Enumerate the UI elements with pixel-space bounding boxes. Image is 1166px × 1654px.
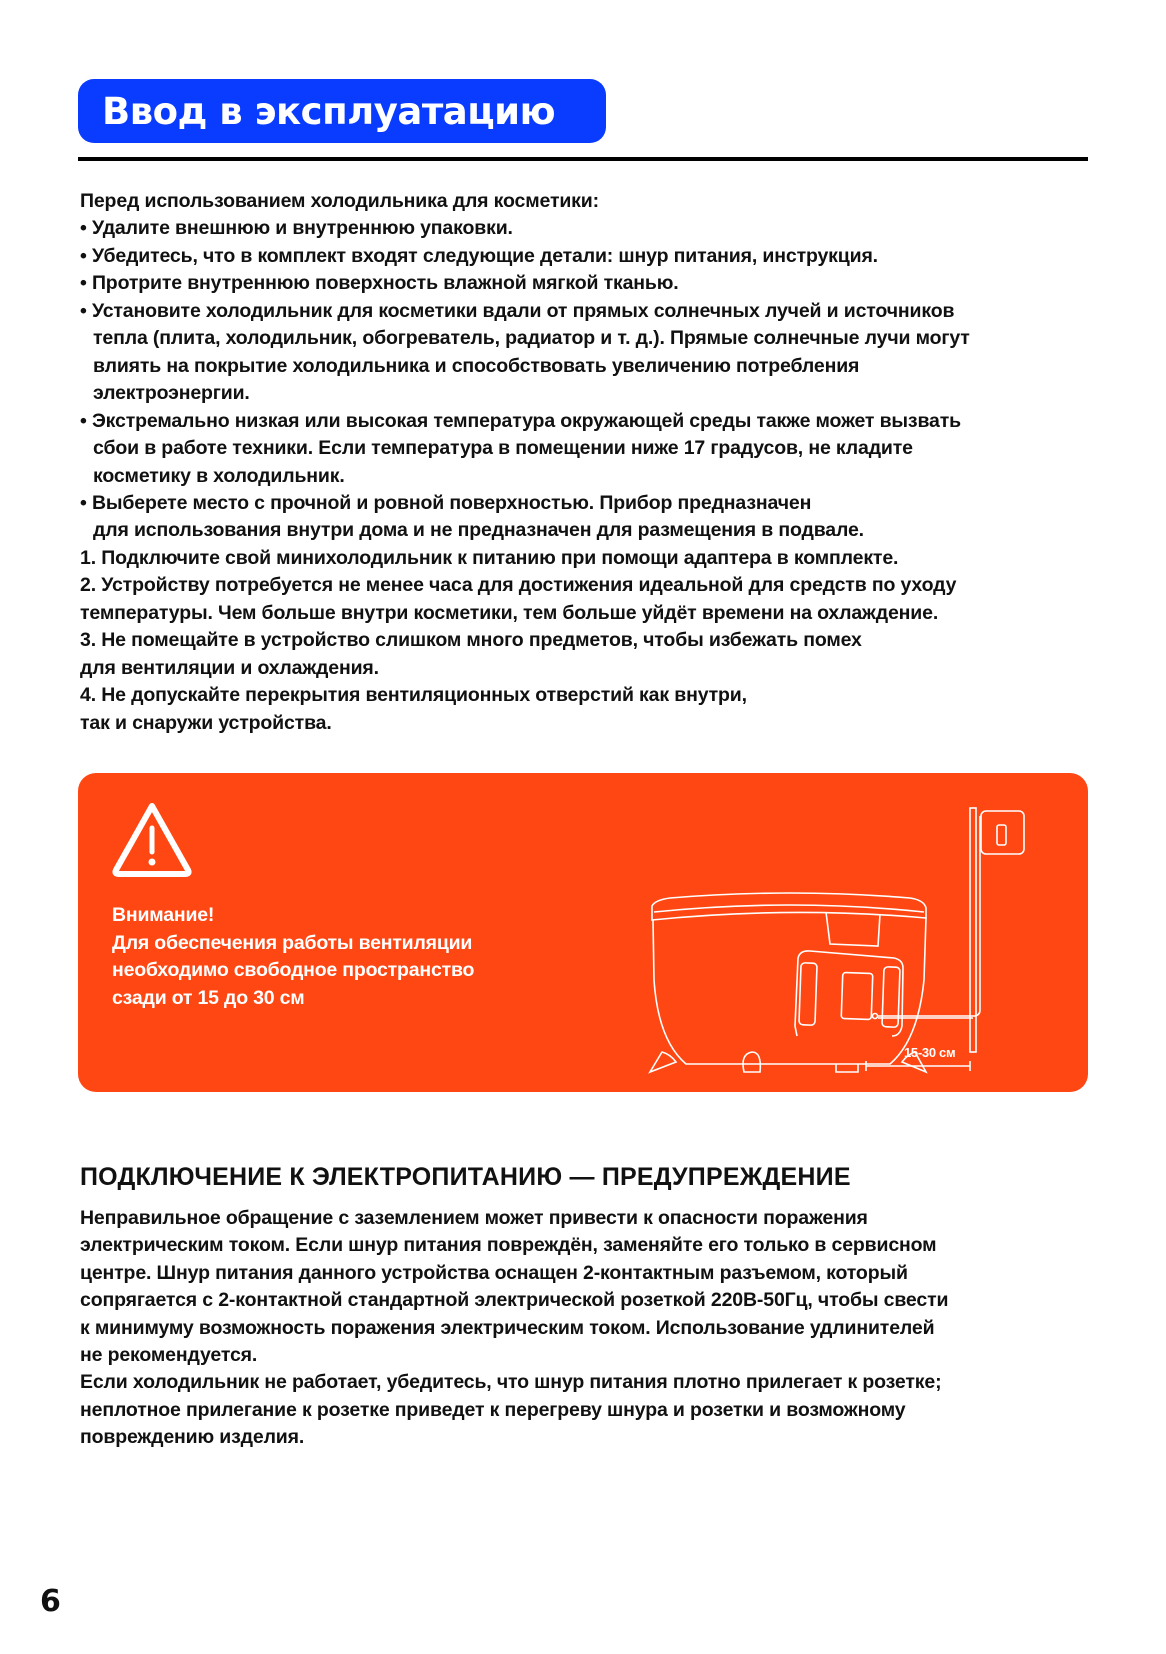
numbered-step: 1. Подключите свой минихолодильник к питанию при помощи адаптера в комплекте. bbox=[80, 546, 899, 569]
bullet-item-continued: косметику в холодильник. bbox=[93, 464, 345, 487]
paragraph-line: Если холодильник не работает, убедитесь, что шнур питания плотно прилегает к розетке; bbox=[80, 1371, 942, 1394]
numbered-step-continued: для вентиляции и охлаждения. bbox=[80, 656, 379, 679]
bullet-item-continued: сбои в работе техники. Если температура в помещении ниже 17 градусов, не кладите bbox=[93, 437, 913, 460]
warning-line: Для обеспечения работы вентиляции bbox=[112, 931, 473, 954]
bullet-item: • Установите холодильник для косметики вдали от прямых солнечных лучей и источников bbox=[80, 299, 955, 322]
numbered-step: 2. Устройству потребуется не менее часа для достижения идеальной для средств по уходу bbox=[80, 574, 957, 597]
paragraph-line: Неправильное обращение с заземлением может привести к опасности поражения bbox=[80, 1207, 868, 1229]
intro-line: Перед использованием холодильника для косметики: bbox=[80, 190, 599, 212]
bullet-item: • Убедитесь, что в комплект входят следующие детали: шнур питания, инструкция. bbox=[80, 244, 878, 267]
fridge-clearance-diagram bbox=[640, 790, 1030, 1080]
section-title-banner bbox=[78, 79, 606, 143]
paragraph-line: к минимуму возможность поражения электрическим током. Использование удлинителей bbox=[80, 1316, 935, 1339]
paragraph-line: повреждению изделия. bbox=[80, 1426, 305, 1449]
fridge-lid bbox=[652, 893, 926, 920]
intro-instructions bbox=[80, 188, 1090, 737]
fridge-body bbox=[653, 918, 926, 1064]
warning-line: необходимо свободное пространство bbox=[112, 959, 475, 981]
bullet-item: • Удалите внешнюю и внутреннюю упаковки. bbox=[80, 217, 513, 240]
clearance-dimension-label: 15-30 см bbox=[904, 1045, 956, 1060]
bullet-item-continued: тепла (плита, холодильник, обогреватель, радиатор и т. д.). Прямые солнечные лучи могут bbox=[93, 327, 970, 350]
bullet-item: • Протрите внутреннюю поверхность влажной мягкой тканью. bbox=[80, 272, 679, 295]
warning-title: Внимание! bbox=[112, 904, 215, 926]
warning-triangle-icon bbox=[110, 800, 194, 878]
numbered-step: 4. Не допускайте перекрытия вентиляционных отверстий как внутри, bbox=[80, 684, 747, 707]
paragraph-line: сопрягается с 2-контактной стандартной электрической розеткой 220В-50Гц, чтобы свести bbox=[80, 1289, 949, 1312]
paragraph-line: не рекомендуется. bbox=[80, 1344, 258, 1367]
wall-socket bbox=[981, 811, 1024, 854]
power-warning-text bbox=[80, 1205, 1090, 1452]
fridge-foot-left bbox=[650, 1052, 676, 1072]
numbered-step: 3. Не помещайте в устройство слишком много предметов, чтобы избежать помех bbox=[80, 629, 862, 652]
warning-message bbox=[112, 902, 474, 1012]
bullet-item-continued: для использования внутри дома и не предназначен для размещения в подвале. bbox=[93, 519, 864, 542]
page-number: 6 bbox=[40, 1584, 61, 1619]
paragraph-line: электрическим током. Если шнур питания повреждён, заменяйте его только в сервисном bbox=[80, 1234, 937, 1257]
paragraph-line: центре. Шнур питания данного устройства оснащен 2-контактным разъемом, который bbox=[80, 1261, 908, 1284]
paragraph-line: неплотное прилегание к розетке приведет к перегреву шнура и розетки и возможному bbox=[80, 1398, 906, 1421]
bullet-item: • Выберете место с прочной и ровной поверхностью. Прибор предназначен bbox=[80, 491, 812, 514]
warning-line: сзади от 15 до 30 см bbox=[112, 986, 305, 1009]
power-section-heading: ПОДКЛЮЧЕНИЕ К ЭЛЕКТРОПИТАНИЮ — ПРЕДУПРЕЖДЕНИЕ bbox=[80, 1163, 851, 1191]
bullet-item-continued: электроэнергии. bbox=[93, 382, 250, 405]
bullet-item: • Экстремально низкая или высокая температура окружающей среды также может вызвать bbox=[80, 409, 961, 432]
fridge-display bbox=[826, 912, 880, 946]
header-divider bbox=[78, 157, 1088, 161]
numbered-step-continued: температуры. Чем больше внутри косметики, тем больше уйдёт времени на охлаждение. bbox=[80, 601, 939, 624]
bullet-item-continued: влиять на покрытие холодильника и способствовать увеличению потребления bbox=[93, 354, 860, 377]
numbered-step-continued: так и снаружи устройства. bbox=[80, 711, 332, 734]
page-title: Ввод в эксплуатацию bbox=[102, 89, 556, 133]
